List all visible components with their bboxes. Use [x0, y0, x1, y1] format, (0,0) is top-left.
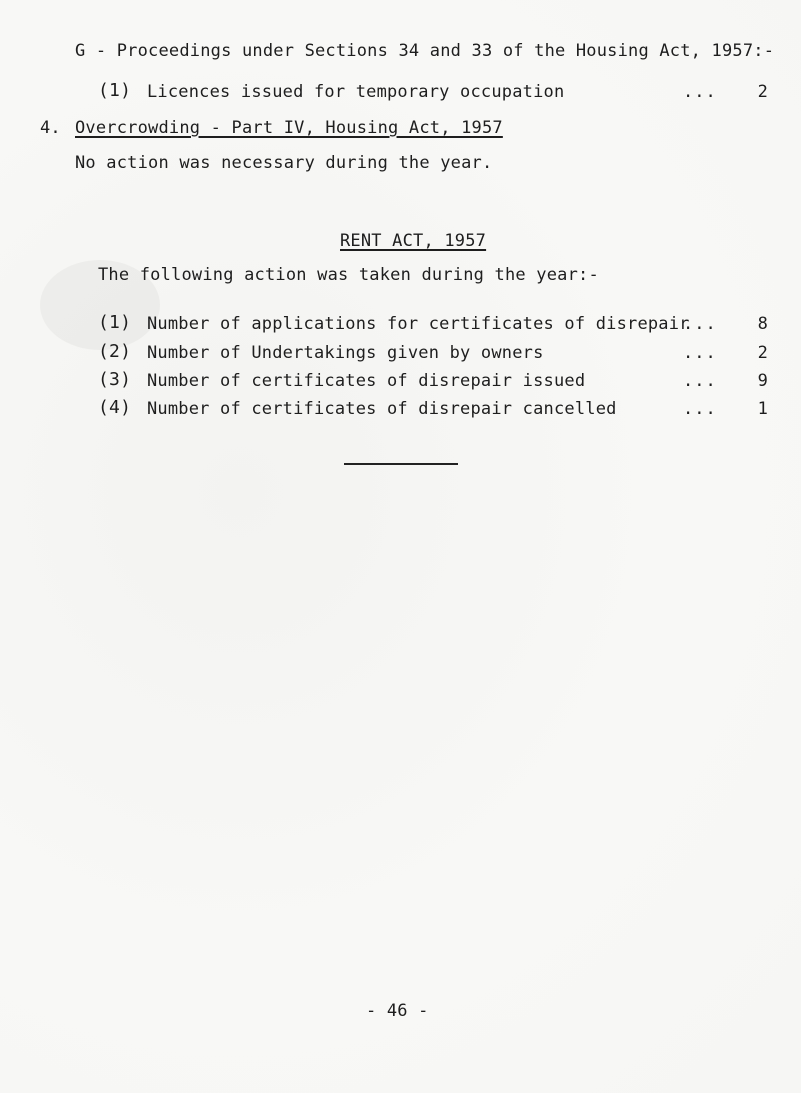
rent-act-item-value: 2 — [757, 343, 768, 363]
rent-act-item-label: Number of certificates of disrepair cancelled — [147, 399, 617, 419]
rent-act-item-value: 8 — [757, 314, 768, 334]
section-g-item-value: 2 — [757, 82, 768, 102]
section-g-heading: G - Proceedings under Sections 34 and 33 of the Housing Act, 1957:- — [75, 41, 775, 61]
section-g-item-number: (1) — [98, 80, 132, 101]
rent-act-item-number: (3) — [98, 369, 132, 390]
rent-act-item-number: (4) — [98, 397, 132, 418]
page-number: - 46 - — [366, 1001, 429, 1021]
rent-act-item-label: Number of applications for certificates of disrepair — [147, 314, 690, 334]
section-g-item-label: Licences issued for temporary occupation — [147, 82, 565, 102]
rent-act-item-value: 9 — [757, 371, 768, 391]
rent-act-item-dots: ... — [683, 314, 717, 334]
rent-act-intro: The following action was taken during the year:- — [98, 265, 599, 285]
section-4-heading: Overcrowding - Part IV, Housing Act, 1957 — [75, 118, 503, 138]
rent-act-heading: RENT ACT, 1957 — [340, 231, 487, 251]
section-g-item-dots: ... — [683, 82, 717, 102]
rent-act-item-dots: ... — [683, 343, 717, 363]
rent-act-item-label: Number of Undertakings given by owners — [147, 343, 544, 363]
rent-act-item-number: (2) — [98, 341, 132, 362]
section-4-number: 4. — [40, 118, 61, 138]
section-divider — [344, 463, 458, 465]
rent-act-item-number: (1) — [98, 312, 132, 333]
rent-act-item-label: Number of certificates of disrepair issued — [147, 371, 586, 391]
rent-act-item-dots: ... — [683, 371, 717, 391]
rent-act-item-value: 1 — [757, 399, 768, 419]
rent-act-item-dots: ... — [683, 399, 717, 419]
section-4-text: No action was necessary during the year. — [75, 153, 493, 173]
